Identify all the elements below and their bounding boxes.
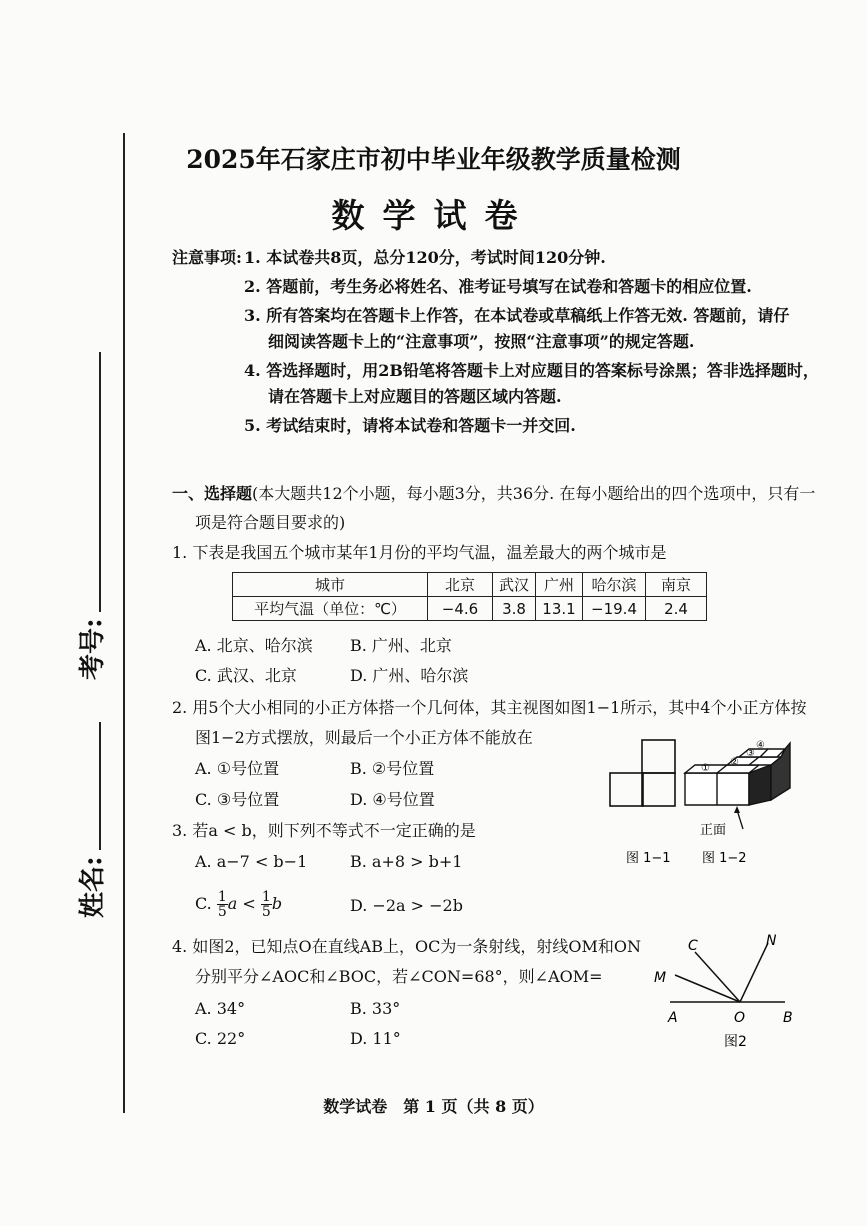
table-cell: 武汉 [493, 573, 536, 597]
notice-item: 3. 所有答案均在答题卡上作答，在本试卷或草稿纸上作答无效. 答题前，请仔 [244, 306, 790, 325]
section-desc-cont: 项是符合题目要求的) [195, 513, 346, 532]
fraction: $\frac{1}{5}$ [217, 889, 227, 920]
front-label: 正面 [700, 823, 727, 838]
q3-option-a[interactable]: A. a−7 < b−1 [195, 852, 308, 871]
q4-option-a[interactable]: A. 34° [195, 999, 246, 1018]
q3-option-c[interactable]: C. $\frac{1}{5}$ a < $\frac{1}{5}$ b [195, 889, 283, 920]
table-cell: −19.4 [583, 597, 646, 621]
q4-option-d[interactable]: D. 11° [350, 1029, 401, 1048]
exam-title: 2025年石家庄市初中毕业年级教学质量检测 [186, 145, 681, 174]
position-1-mark: ① [701, 763, 710, 774]
q3-option-b[interactable]: B. a+8 > b+1 [350, 852, 463, 871]
q2-option-a[interactable]: A. ①号位置 [195, 759, 280, 778]
table-row [233, 597, 707, 621]
q2-stem-cont: 图1−2方式摆放，则最后一个小正方体不能放在 [195, 728, 533, 747]
label-a: A [668, 1010, 678, 1026]
cube-figures [600, 728, 800, 873]
table-cell: 城市 [233, 573, 428, 597]
label-m: M [654, 970, 667, 986]
q4-option-b[interactable]: B. 33° [350, 999, 401, 1018]
temperature-table [232, 572, 707, 621]
table-cell: −4.6 [428, 597, 493, 621]
section-desc: (本大题共12个小题，每小题3分，共36分. 在每小题给出的四个选项中，只有一 [252, 484, 816, 503]
label-o: O [734, 1010, 746, 1026]
table-cell: 2.4 [646, 597, 707, 621]
notice-item: 请在答题卡上对应题目的答题区域内答题. [268, 387, 562, 406]
table-cell: 南京 [646, 573, 707, 597]
name-field[interactable] [99, 722, 101, 850]
fig-1-1-caption: 图 1−1 [626, 851, 671, 866]
name-label: 姓名: [78, 856, 108, 918]
ray-oc [695, 952, 740, 1002]
table-cell: 13.1 [536, 597, 583, 621]
fig-2-caption: 图2 [724, 1034, 747, 1050]
front-view-figure [610, 740, 675, 806]
notice-item: 细阅读答题卡上的“注意事项”，按照“注意事项”的规定答题. [268, 332, 695, 351]
section-title: 一、选择题 [172, 484, 253, 503]
position-4-mark: ④ [756, 740, 765, 751]
ray-on [740, 943, 768, 1002]
page-footer: 数学试卷 第 1 页（共 8 页） [323, 1097, 544, 1116]
option-c-letter: C. [195, 894, 212, 913]
q1-stem: 1. 下表是我国五个城市某年1月份的平均气温，温差最大的两个城市是 [172, 543, 667, 562]
q4-stem: 4. 如图2，已知点O在直线AB上，OC为一条射线，射线OM和ON [172, 937, 641, 956]
q4-option-c[interactable]: C. 22° [195, 1029, 246, 1048]
q3-stem: 3. 若a < b，则下列不等式不一定正确的是 [172, 821, 476, 840]
position-3-mark: ③ [746, 748, 755, 759]
notice-item: 1. 本试卷共8页，总分120分，考试时间120分钟. [244, 248, 606, 267]
q2-stem: 2. 用5个大小相同的小正方体搭一个几何体，其主视图如图1−1所示，其中4个小正方体按 [172, 698, 807, 717]
section-heading [172, 481, 815, 507]
table-header-row [233, 573, 707, 597]
ray-om [675, 975, 740, 1002]
notice-item: 5. 考试结束时，请将本试卷和答题卡一并交回. [244, 416, 576, 435]
q4-stem-cont: 分别平分∠AOC和∠BOC，若∠CON=68°，则∠AOM= [195, 967, 603, 986]
q1-option-c[interactable]: C. 武汉、北京 [195, 666, 297, 685]
table-cell: 广州 [536, 573, 583, 597]
exam-no-field[interactable] [99, 352, 101, 612]
subject-title: 数学试卷 [331, 196, 536, 235]
q2-option-d[interactable]: D. ④号位置 [350, 790, 435, 809]
cube-stack-figure [685, 743, 790, 829]
binding-line [123, 133, 125, 1113]
q1-option-b[interactable]: B. 广州、北京 [350, 636, 452, 655]
table-cell: 平均气温（单位：℃） [233, 597, 428, 621]
label-c: C [688, 938, 698, 954]
notice-label: 注意事项: [172, 248, 242, 267]
position-2-mark: ② [730, 757, 739, 768]
q1-option-d[interactable]: D. 广州、哈尔滨 [350, 666, 469, 685]
notice-item: 2. 答题前，考生务必将姓名、准考证号填写在试卷和答题卡的相应位置. [244, 277, 752, 296]
fraction: $\frac{1}{5}$ [261, 889, 271, 920]
angle-figure [640, 930, 800, 1060]
q2-option-c[interactable]: C. ③号位置 [195, 790, 280, 809]
table-cell: 北京 [428, 573, 493, 597]
exam-no-label: 考号: [78, 618, 108, 680]
table-cell: 3.8 [493, 597, 536, 621]
table-cell: 哈尔滨 [583, 573, 646, 597]
notice-item: 4. 答选择题时，用2B铅笔将答题卡上对应题目的答案标号涂黑；答非选择题时， [244, 361, 819, 380]
label-b: B [783, 1010, 793, 1026]
fig-1-2-caption: 图 1−2 [702, 851, 747, 866]
q3-option-d[interactable]: D. −2a > −2b [350, 896, 463, 915]
label-n: N [766, 933, 777, 949]
q1-option-a[interactable]: A. 北京、哈尔滨 [195, 636, 313, 655]
q2-option-b[interactable]: B. ②号位置 [350, 759, 435, 778]
